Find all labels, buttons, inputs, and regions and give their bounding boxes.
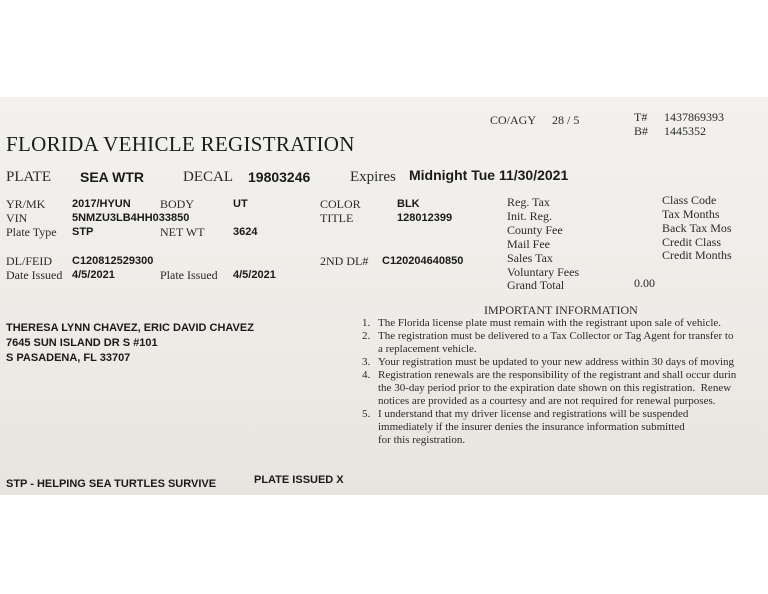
info-item <box>358 317 768 330</box>
t-number-value: 1437869393 <box>664 110 724 124</box>
plate-value: SEA WTR <box>80 169 145 185</box>
info-item-line: I understand that my driver license and registrations will be suspended <box>378 408 689 420</box>
color-value: BLK <box>397 198 420 210</box>
info-item-line: Your registration must be updated to your new address within 30 days of moving <box>378 356 735 368</box>
dl-feid-label: DL/FEID <box>6 254 52 268</box>
info-item <box>358 369 768 408</box>
info-item-line: notices are provided as a courtesy and are not required for renewal purposes. <box>378 395 716 407</box>
net-wt-label: NET WT <box>160 225 205 239</box>
info-item-line: the 30-day period prior to the expiration date shown on this registration. Renew <box>378 382 732 394</box>
owner-address-line1: 7645 SUN ISLAND DR S #101 <box>6 337 158 349</box>
back-tax-mos-label: Back Tax Mos <box>662 221 732 235</box>
important-info-heading: IMPORTANT INFORMATION <box>484 303 638 317</box>
decal-label: DECAL <box>183 169 233 185</box>
info-item <box>358 330 768 356</box>
info-item-number: 2. <box>362 330 371 342</box>
color-label: COLOR <box>320 197 361 211</box>
decal-value: 19803246 <box>248 169 311 185</box>
net-wt-value: 3624 <box>233 226 258 238</box>
info-item-line: The registration must be delivered to a Tax Collector or Tag Agent for transfer to <box>378 330 734 342</box>
plate-label: PLATE <box>6 169 51 185</box>
date-issued-label: Date Issued <box>6 268 63 282</box>
body-label: BODY <box>160 197 195 211</box>
info-item-number: 1. <box>362 317 371 329</box>
fee-label-voluntary-fees: Voluntary Fees <box>507 265 580 279</box>
b-number-value: 1445352 <box>664 124 706 138</box>
info-item <box>358 408 768 447</box>
info-item-line: The Florida license plate must remain with the registrant upon sale of vehicle. <box>378 317 722 329</box>
owner-names: THERESA LYNN CHAVEZ, ERIC DAVID CHAVEZ <box>6 322 254 334</box>
info-item <box>358 356 768 369</box>
expires-label: Expires <box>350 169 396 185</box>
credit-months-label: Credit Months <box>662 248 732 262</box>
fee-label-grand-total: Grand Total <box>507 278 565 292</box>
co-agy-value: 28 / 5 <box>552 113 580 127</box>
dl-feid-value: C120812529300 <box>72 255 154 267</box>
plate-type-value: STP <box>72 226 94 238</box>
class-code-label: Class Code <box>662 193 717 207</box>
fee-label-sales-tax: Sales Tax <box>507 251 553 265</box>
info-item-number: 3. <box>362 356 371 368</box>
tax-months-label: Tax Months <box>662 207 720 221</box>
title-label: TITLE <box>320 211 354 225</box>
vin-label: VIN <box>6 211 28 225</box>
important-info-list <box>358 317 768 447</box>
credit-class-label: Credit Class <box>662 235 721 249</box>
info-item-line: a replacement vehicle. <box>378 343 477 355</box>
info-item-line: Registration renewals are the responsibility of the registrant and shall occur durin <box>378 369 737 381</box>
yrmk-label: YR/MK <box>6 197 46 211</box>
info-item-line: for this registration. <box>378 434 466 446</box>
title-value: 128012399 <box>397 212 453 224</box>
plate-issued-flag: PLATE ISSUED X <box>254 474 344 486</box>
expires-value: Midnight Tue 11/30/2021 <box>409 167 569 183</box>
fee-label-county-fee: County Fee <box>507 223 563 237</box>
plate-issued-value: 4/5/2021 <box>233 269 276 281</box>
plate-description: STP - HELPING SEA TURTLES SURVIVE <box>6 478 217 490</box>
fee-label-init-reg: Init. Reg. <box>507 209 552 223</box>
info-item-number: 4. <box>362 369 371 381</box>
fee-label-mail-fee: Mail Fee <box>507 237 550 251</box>
plate-issued-label: Plate Issued <box>160 268 218 282</box>
t-number-label: T# <box>634 110 648 124</box>
document-title: FLORIDA VEHICLE REGISTRATION <box>6 132 355 156</box>
fee-label-reg-tax: Reg. Tax <box>507 195 550 209</box>
grand-total-value: 0.00 <box>634 276 655 290</box>
second-dl-label: 2ND DL# <box>320 254 369 268</box>
co-agy-label: CO/AGY <box>490 113 537 127</box>
second-dl-value: C120204640850 <box>382 255 464 267</box>
info-item-line: immediately if the insurer denies the insurance information submitted <box>378 421 685 433</box>
yrmk-value: 2017/HYUN <box>72 198 131 210</box>
b-number-label: B# <box>634 124 649 138</box>
body-value: UT <box>233 198 248 210</box>
info-item-number: 5. <box>362 408 371 420</box>
owner-address-line2: S PASADENA, FL 33707 <box>6 352 131 364</box>
date-issued-value: 4/5/2021 <box>72 269 115 281</box>
plate-type-label: Plate Type <box>6 225 57 239</box>
registration-document <box>0 97 768 495</box>
vin-value: 5NMZU3LB4HH033850 <box>72 212 190 224</box>
